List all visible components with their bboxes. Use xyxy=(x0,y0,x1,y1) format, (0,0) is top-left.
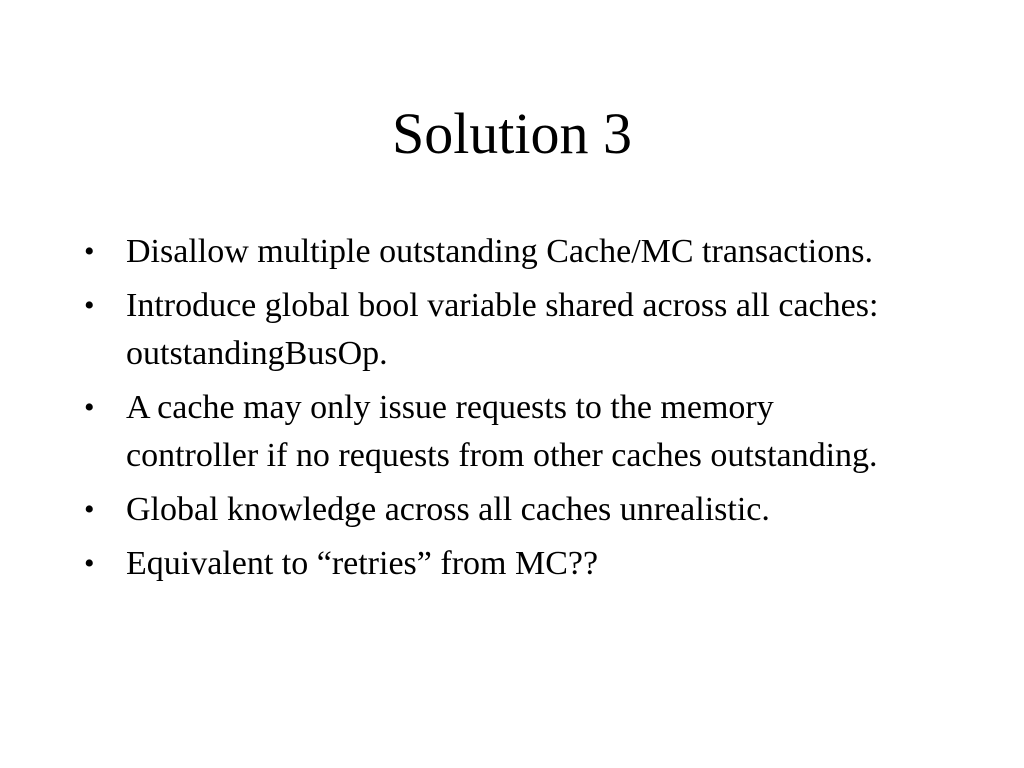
bullet-dot-icon: • xyxy=(84,391,95,424)
slide-title: Solution 3 xyxy=(391,101,633,166)
bullet-list xyxy=(84,228,914,594)
bullet-item xyxy=(84,486,914,534)
bullet-dot-icon: • xyxy=(84,547,95,580)
bullet-item xyxy=(84,384,914,480)
bullet-dot-icon: • xyxy=(84,289,95,322)
bullet-text: Introduce global bool variable shared across all caches: outstandingBusOp. xyxy=(126,287,879,372)
bullet-item xyxy=(84,228,914,276)
bullet-dot-icon: • xyxy=(84,235,95,268)
bullet-text: Global knowledge across all caches unrealistic. xyxy=(126,491,770,528)
bullet-dot-icon: • xyxy=(84,493,95,526)
bullet-text: Equivalent to “retries” from MC?? xyxy=(126,545,599,582)
bullet-item xyxy=(84,540,914,588)
bullet-text: Disallow multiple outstanding Cache/MC transactions. xyxy=(126,233,873,270)
bullet-text: A cache may only issue requests to the memory controller if no requests from other caches outstanding. xyxy=(126,389,878,474)
bullet-item xyxy=(84,282,914,378)
